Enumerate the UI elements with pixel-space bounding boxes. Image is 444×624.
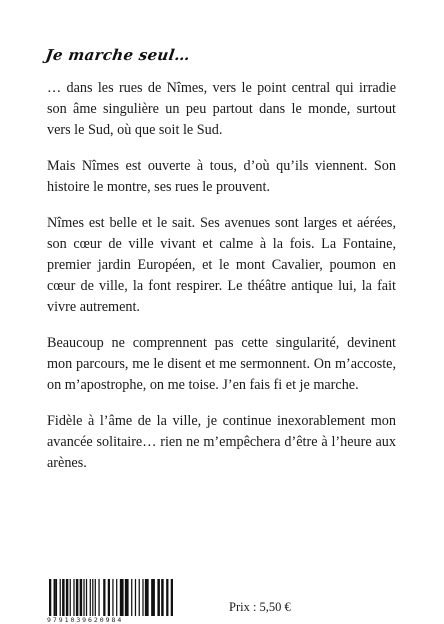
- barcode-bar: [112, 579, 113, 617]
- barcode-bar: [98, 579, 99, 617]
- barcode-bar: [108, 579, 110, 617]
- barcode-bar: [62, 579, 65, 617]
- barcode-bar: [76, 579, 79, 617]
- blurb-paragraph-1: … dans les rues de Nîmes, vers le point central qui irradie son âme singulière un peu partout dans le monde, surtout vers le Sud, où que soit le Sud.: [47, 80, 396, 138]
- barcode-bar: [125, 579, 129, 617]
- barcode-bars-icon: [47, 579, 175, 617]
- barcode-bar: [166, 579, 168, 617]
- barcode-bar: [66, 579, 69, 617]
- barcode-bar: [95, 579, 96, 617]
- barcode-bar: [145, 579, 149, 617]
- barcode-bar: [161, 579, 164, 617]
- blurb-paragraph-4: Beaucoup ne comprennent pas cette singularité, devinent mon parcours, me le disent et me sermonnent. On m’accoste, on m’apostrophe, on me toise. J’en fais fi et je marche.: [47, 335, 396, 393]
- barcode-bar: [80, 579, 83, 617]
- blurb-paragraph-2: Mais Nîmes est ouverte à tous, d’où qu’ils viennent. Son histoire le montre, ses rues le prouvent.: [47, 158, 396, 195]
- isbn-barcode: [47, 579, 175, 624]
- blurb-text: [47, 78, 396, 489]
- barcode-bar: [171, 579, 173, 617]
- blurb-paragraph-5: Fidèle à l’âme de la ville, je continue inexorablement mon avancée solitaire… rien ne m’empêchera d’être à l’heure aux arènes.: [47, 413, 396, 471]
- barcode-bar: [49, 579, 51, 617]
- barcode-bar: [70, 579, 71, 617]
- barcode-bar: [56, 579, 57, 617]
- barcode-bar: [116, 579, 117, 617]
- barcode-digits: 9791039620984: [47, 616, 175, 624]
- barcode-bar: [92, 579, 93, 617]
- barcode-bar: [73, 579, 74, 617]
- barcode-bar: [135, 579, 136, 617]
- barcode-bar: [142, 579, 143, 617]
- cover-title: Je marche seul…: [44, 46, 192, 64]
- barcode-bar: [139, 579, 140, 617]
- barcode-bar: [54, 579, 56, 617]
- barcode-bar: [151, 579, 155, 617]
- barcode-bar: [83, 579, 84, 617]
- blurb-paragraph-3: Nîmes est belle et le sait. Ses avenues sont larges et aérées, son cœur de ville vivant et calme à la fois. La Fontaine, premier jardin Européen, et le mont Cavalier, poumon en cœur de ville, la font respirer. Le théâtre antique lui, la fait vivre autrement.: [47, 215, 396, 315]
- barcode-bar: [131, 579, 132, 617]
- barcode-bar: [60, 579, 61, 617]
- barcode-bar: [157, 579, 160, 617]
- price-label: Prix : 5,50 €: [229, 600, 291, 614]
- barcode-bar: [90, 579, 91, 617]
- barcode-bar: [120, 579, 124, 617]
- barcode-bar: [103, 579, 105, 617]
- barcode-bar: [86, 579, 87, 617]
